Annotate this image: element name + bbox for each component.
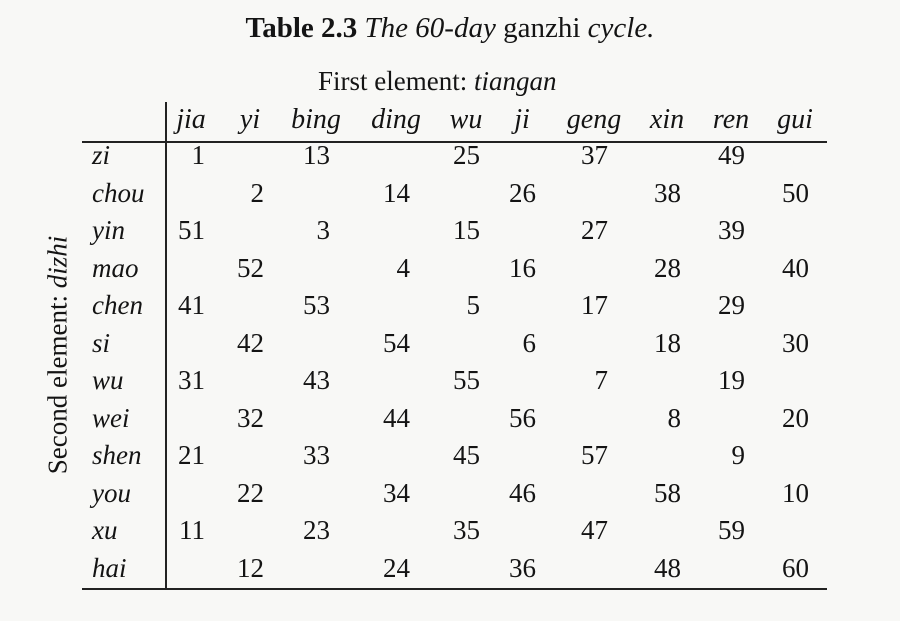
row-header-zi: zi [92, 140, 111, 170]
table-cell: 4 [396, 252, 410, 283]
table-caption [0, 8, 900, 48]
table-cell: 54 [383, 327, 410, 358]
table-cell: 38 [654, 177, 681, 208]
table-cell: 18 [654, 327, 681, 358]
table-cell: 47 [581, 515, 608, 545]
table-cell: 41 [178, 290, 205, 320]
table-cell: 13 [303, 140, 330, 170]
table-cell: 11 [179, 515, 205, 545]
table-cell: 39 [718, 215, 745, 245]
column-header-ren: ren [712, 104, 750, 135]
column-header-geng: geng [566, 104, 622, 135]
table-cell: 17 [581, 290, 608, 320]
table-cell: 10 [782, 477, 809, 508]
row-header-wei: wei [92, 402, 130, 433]
table-cell: 44 [383, 402, 410, 433]
column-header-wu: wu [449, 104, 483, 135]
table-cell: 55 [453, 365, 480, 395]
table-cell: 15 [453, 215, 480, 245]
table-cell: 2 [250, 177, 264, 208]
table-cell: 32 [237, 402, 264, 433]
row-header-wu: wu [92, 365, 124, 395]
first-element-label: First element: [318, 66, 468, 96]
table-cell: 7 [594, 365, 608, 395]
table-cell: 29 [718, 290, 745, 320]
column-header-gui: gui [777, 104, 813, 135]
column-header-xin: xin [649, 104, 685, 135]
table-cell: 51 [178, 215, 205, 245]
table-cell: 3 [316, 215, 330, 245]
table-cell: 56 [509, 402, 536, 433]
table-cell: 30 [782, 327, 809, 358]
table-cell: 27 [581, 215, 608, 245]
second-element-heading [43, 236, 74, 474]
table-cell: 21 [178, 440, 205, 470]
second-element-term: dizhi [42, 235, 73, 289]
column-header-jia: jia [176, 104, 206, 135]
table-cell: 24 [383, 552, 410, 583]
table-cell: 52 [237, 252, 264, 283]
table-cell: 53 [303, 290, 330, 320]
row-header-shen: shen [92, 440, 142, 470]
table-cell: 6 [522, 327, 536, 358]
row-header-xu: xu [92, 515, 118, 545]
row-header-chen: chen [92, 290, 143, 320]
table-cell: 25 [453, 140, 480, 170]
first-element-heading [318, 64, 557, 98]
row-header-you: you [92, 477, 131, 508]
table-cell: 23 [303, 515, 330, 545]
row-header-yin: yin [92, 215, 125, 245]
caption-title-part-2: ganzhi [503, 12, 581, 44]
table-cell: 20 [782, 402, 809, 433]
row-header-mao: mao [92, 252, 139, 283]
table-cell: 42 [237, 327, 264, 358]
column-header-ding: ding [371, 104, 421, 135]
table-cell: 9 [731, 440, 745, 470]
table-cell: 40 [782, 252, 809, 283]
caption-title-part-3: cycle. [587, 12, 655, 44]
first-element-term: tiangan [473, 66, 557, 96]
table-bottom-rule [82, 588, 827, 590]
table-cell: 14 [383, 177, 410, 208]
table-cell: 12 [237, 552, 264, 583]
table-cell: 33 [303, 440, 330, 470]
table-cell: 22 [237, 477, 264, 508]
row-header-hai: hai [92, 552, 127, 583]
table-cell: 31 [178, 365, 205, 395]
table-cell: 34 [383, 477, 410, 508]
table-cell: 35 [453, 515, 480, 545]
table-cell: 26 [509, 177, 536, 208]
row-header-si: si [92, 327, 111, 358]
table-cell: 1 [191, 140, 205, 170]
table-cell: 16 [509, 252, 536, 283]
caption-label: Table 2.3 [245, 12, 358, 44]
table-cell: 19 [718, 365, 745, 395]
table-cell: 36 [509, 552, 536, 583]
table-cell: 46 [509, 477, 536, 508]
table-cell: 8 [667, 402, 681, 433]
table-cell: 43 [303, 365, 330, 395]
column-header-bing: bing [291, 104, 341, 135]
table-cell: 37 [581, 140, 608, 170]
column-header-ji: ji [514, 104, 530, 135]
table-cell: 28 [654, 252, 681, 283]
second-element-label: Second element: [42, 295, 73, 475]
table-cell: 49 [718, 140, 745, 170]
column-header-yi: yi [239, 104, 261, 135]
table-cell: 45 [453, 440, 480, 470]
table-cell: 59 [718, 515, 745, 545]
table-cell: 57 [581, 440, 608, 470]
table-cell: 60 [782, 552, 809, 583]
table-cell: 58 [654, 477, 681, 508]
row-header-chou: chou [92, 177, 145, 208]
table-cell: 5 [466, 290, 480, 320]
caption-title-part-1: The 60-day [364, 12, 496, 44]
table-cell: 50 [782, 177, 809, 208]
table-cell: 48 [654, 552, 681, 583]
